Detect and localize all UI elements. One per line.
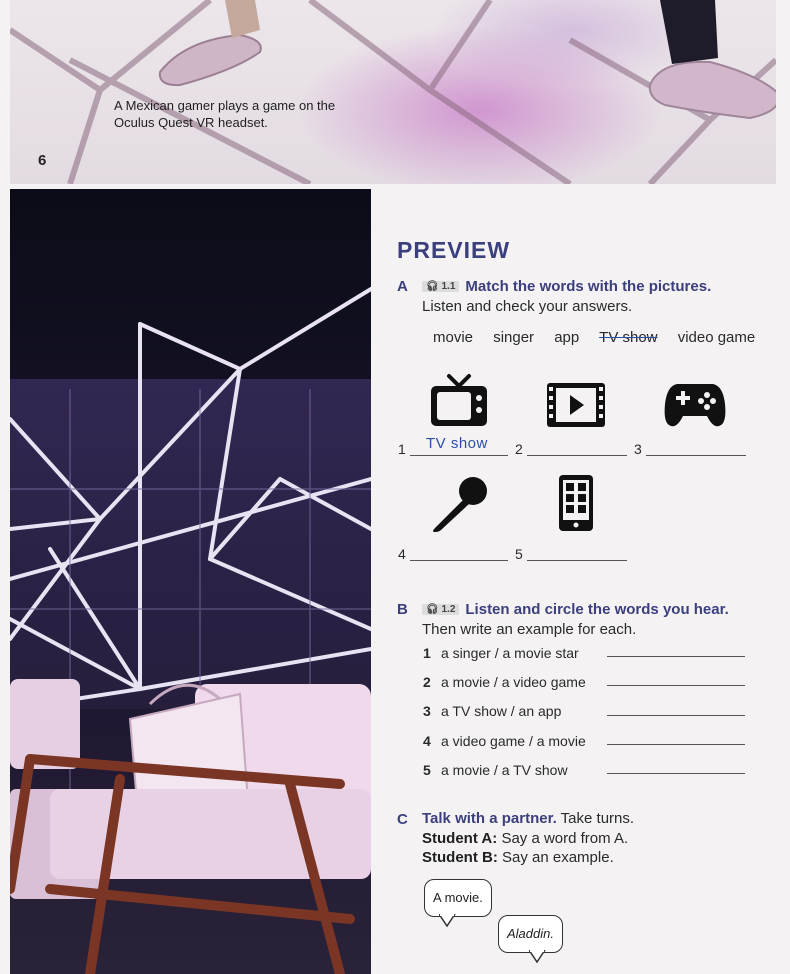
item-2-number: 2: [515, 441, 523, 457]
bubble-a-tail-icon: [439, 914, 459, 928]
section-b-instruction: [422, 601, 729, 618]
item-1-answer: TV show: [426, 435, 488, 452]
section-c-letter: C: [397, 811, 408, 828]
item-4-number: 4: [398, 546, 406, 562]
section-a-letter: A: [397, 278, 408, 295]
studio-photo: [10, 189, 371, 974]
section-b-instruction-text: Listen and circle the words you hear.: [465, 601, 729, 618]
smartphone-app-icon: [558, 474, 594, 537]
item-3-answer-line[interactable]: [646, 455, 746, 456]
item-answer-line[interactable]: [607, 744, 745, 745]
student-a-label: Student A:: [422, 830, 498, 847]
item-choices[interactable]: a singer / a movie star: [441, 645, 579, 661]
page-number: 6: [38, 152, 47, 169]
item-choices[interactable]: a TV show / an app: [441, 703, 562, 719]
word-bank-item-struck: TV show: [599, 329, 658, 346]
item-answer-line[interactable]: [607, 773, 745, 774]
item-number: 2: [423, 674, 431, 690]
page-title: PREVIEW: [397, 237, 511, 263]
student-b-label: Student B:: [422, 849, 498, 866]
word-bank: [433, 329, 771, 346]
top-photo: [10, 0, 776, 184]
item-number: 1: [423, 645, 431, 661]
section-a-instruction: [422, 278, 711, 295]
item-3-number: 3: [634, 441, 642, 457]
item-answer-line[interactable]: [607, 685, 745, 686]
audio-track-label: 1.1: [441, 281, 456, 292]
student-b-text: Say an example.: [502, 849, 614, 866]
neon-lights-chair-image: [10, 189, 371, 974]
item-number: 5: [423, 762, 431, 778]
photo-caption: A Mexican gamer plays a game on the Oculus Quest VR headset.: [114, 98, 336, 130]
item-2-answer-line[interactable]: [527, 455, 627, 456]
game-controller-icon: [663, 380, 727, 435]
section-c-instruction-bold: Talk with a partner.: [422, 810, 557, 827]
item-choices[interactable]: a movie / a video game: [441, 674, 586, 690]
section-b-item: [423, 733, 586, 749]
audio-track-1-1[interactable]: 🎧︎ 1.1: [422, 281, 459, 292]
item-number: 4: [423, 733, 431, 749]
student-b-line: [422, 849, 614, 866]
audio-track-1-2[interactable]: 🎧︎ 1.2: [422, 604, 459, 615]
word-bank-item: singer: [493, 329, 535, 346]
word-bank-item: video game: [677, 329, 756, 346]
item-4-answer-line[interactable]: [410, 560, 508, 561]
tv-icon: [429, 372, 489, 435]
student-a-line: [422, 830, 628, 847]
section-b-subinstruction: Then write an example for each.: [422, 621, 637, 638]
section-c-instruction: [422, 810, 634, 827]
bubble-b-tail-icon: [529, 950, 549, 964]
item-5-answer-line[interactable]: [527, 560, 627, 561]
item-answer-line[interactable]: [607, 715, 745, 716]
film-play-icon: [546, 382, 606, 433]
section-b-item: [423, 674, 586, 690]
section-b-item: [423, 703, 561, 719]
section-a-subinstruction: Listen and check your answers.: [422, 298, 633, 315]
section-c-instruction-rest: Take turns.: [560, 810, 635, 827]
speech-bubble-a: A movie.: [424, 879, 492, 917]
audio-track-label: 1.2: [441, 604, 456, 615]
microphone-icon: [429, 474, 491, 539]
item-1-number: 1: [398, 441, 406, 457]
item-choices[interactable]: a movie / a TV show: [441, 762, 568, 778]
item-1-answer-line[interactable]: [410, 455, 508, 456]
item-5-number: 5: [515, 546, 523, 562]
section-b-item: [423, 645, 579, 661]
word-bank-item: movie: [433, 329, 474, 346]
student-a-text: Say a word from A.: [501, 830, 629, 847]
section-b-item: [423, 762, 568, 778]
carpet-pattern-image: [10, 0, 776, 184]
section-a-instruction-text: Match the words with the pictures.: [465, 278, 712, 295]
item-choices[interactable]: a video game / a movie: [441, 733, 586, 749]
section-b-letter: B: [397, 601, 408, 618]
item-answer-line[interactable]: [607, 656, 745, 657]
item-number: 3: [423, 703, 431, 719]
speech-bubble-b: Aladdin.: [498, 915, 563, 953]
preview-content: [371, 189, 790, 974]
word-bank-item: app: [554, 329, 580, 346]
